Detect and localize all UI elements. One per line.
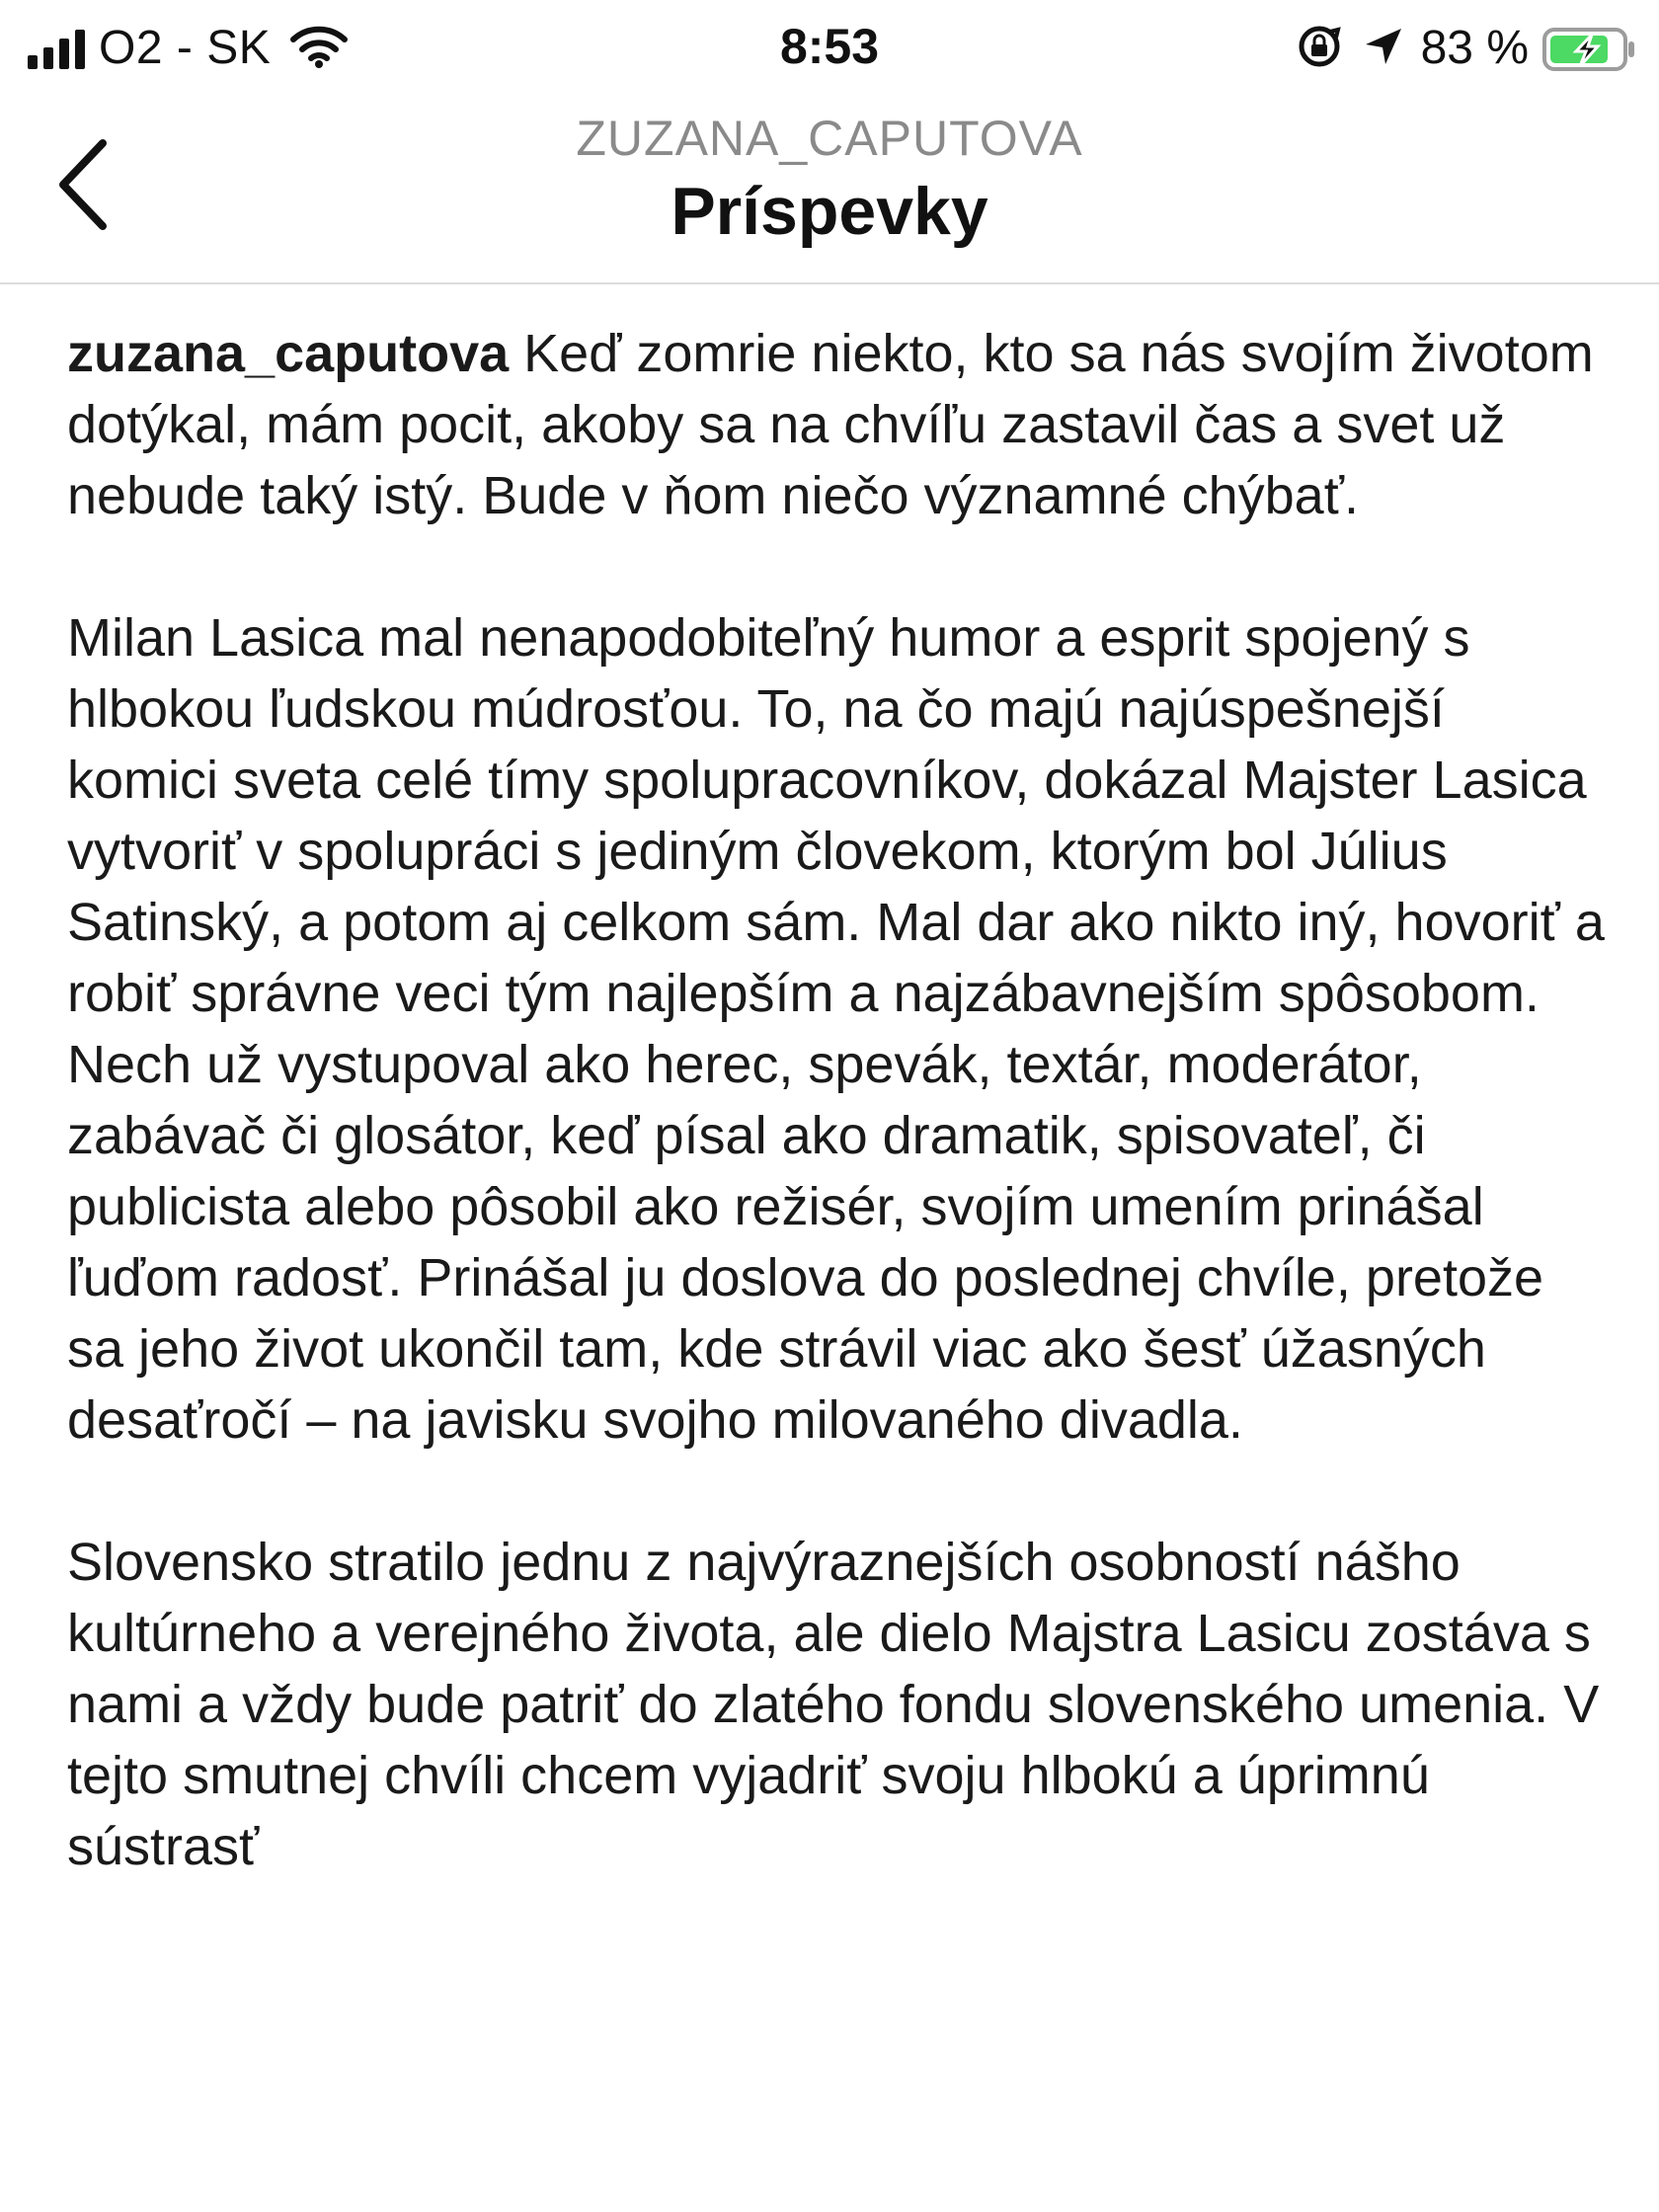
status-bar <box>0 0 1659 95</box>
caption-paragraph: Milan Lasica mal nenapodobiteľný humor a esprit spojený s hlbokou ľudskou múdrosťou. To, na čo majú najúspešnejší komici sveta celé tímy spolupracovníkov, dokázal Majster Lasica vytvoriť v spolupráci s jediným človekom, ktorým bol Július Satinský, a potom aj celkom sám. Mal dar ako nikto iný, hovoriť a robiť správne veci tým najlepším a najzábavnejším spôsobom. Nech už vystupoval ako herec, spevák, textár, moderátor, zabávač či glosátor, keď písal ako dramatik, spisovateľ, či publicista alebo pôsobil ako režisér, svojím umením prinášal ľuďom radosť. Prinášal ju doslova do poslednej chvíle, pretože sa jeho život ukončil tam, kde strávil viac ako šesť úžasných desaťročí – na javisku svojho milovaného divadla. <box>67 608 1605 1450</box>
caption-text: Keď zomrie niekto, kto sa nás svojím životom dotýkal, mám pocit, akoby sa na chvíľu zastavil čas a svet už nebude taký istý. Bude v ňom niečo významné chýbať. <box>67 324 1594 525</box>
caption-paragraph: Slovensko stratilo jednu z najvýraznejších osobností nášho kultúrneho a verejného života, ale dielo Majstra Lasicu zostáva s nami a vždy bude patriť do zlatého fondu slovenského umenia. V tejto smutnej chvíli chcem vyjadriť svoju hlbokú a úprimnú sústrasť <box>67 1533 1600 1876</box>
caption-paragraph <box>67 318 1608 531</box>
navigation-bar <box>0 95 1659 284</box>
battery-charging-icon <box>1542 27 1633 70</box>
status-time: 8:53 <box>779 19 880 74</box>
orientation-lock-icon <box>1297 24 1342 74</box>
page-title: Príspevky <box>671 174 988 249</box>
caption-username-link[interactable]: zuzana_caputova <box>67 324 510 383</box>
carrier-name: O2 - SK <box>99 22 272 74</box>
status-right <box>1297 14 1633 83</box>
location-arrow-icon <box>1364 27 1403 71</box>
post-caption <box>67 318 1608 1953</box>
battery-percent: 83 % <box>1420 22 1529 74</box>
account-username-header: ZUZANA_CAPUTOVA <box>576 111 1083 166</box>
